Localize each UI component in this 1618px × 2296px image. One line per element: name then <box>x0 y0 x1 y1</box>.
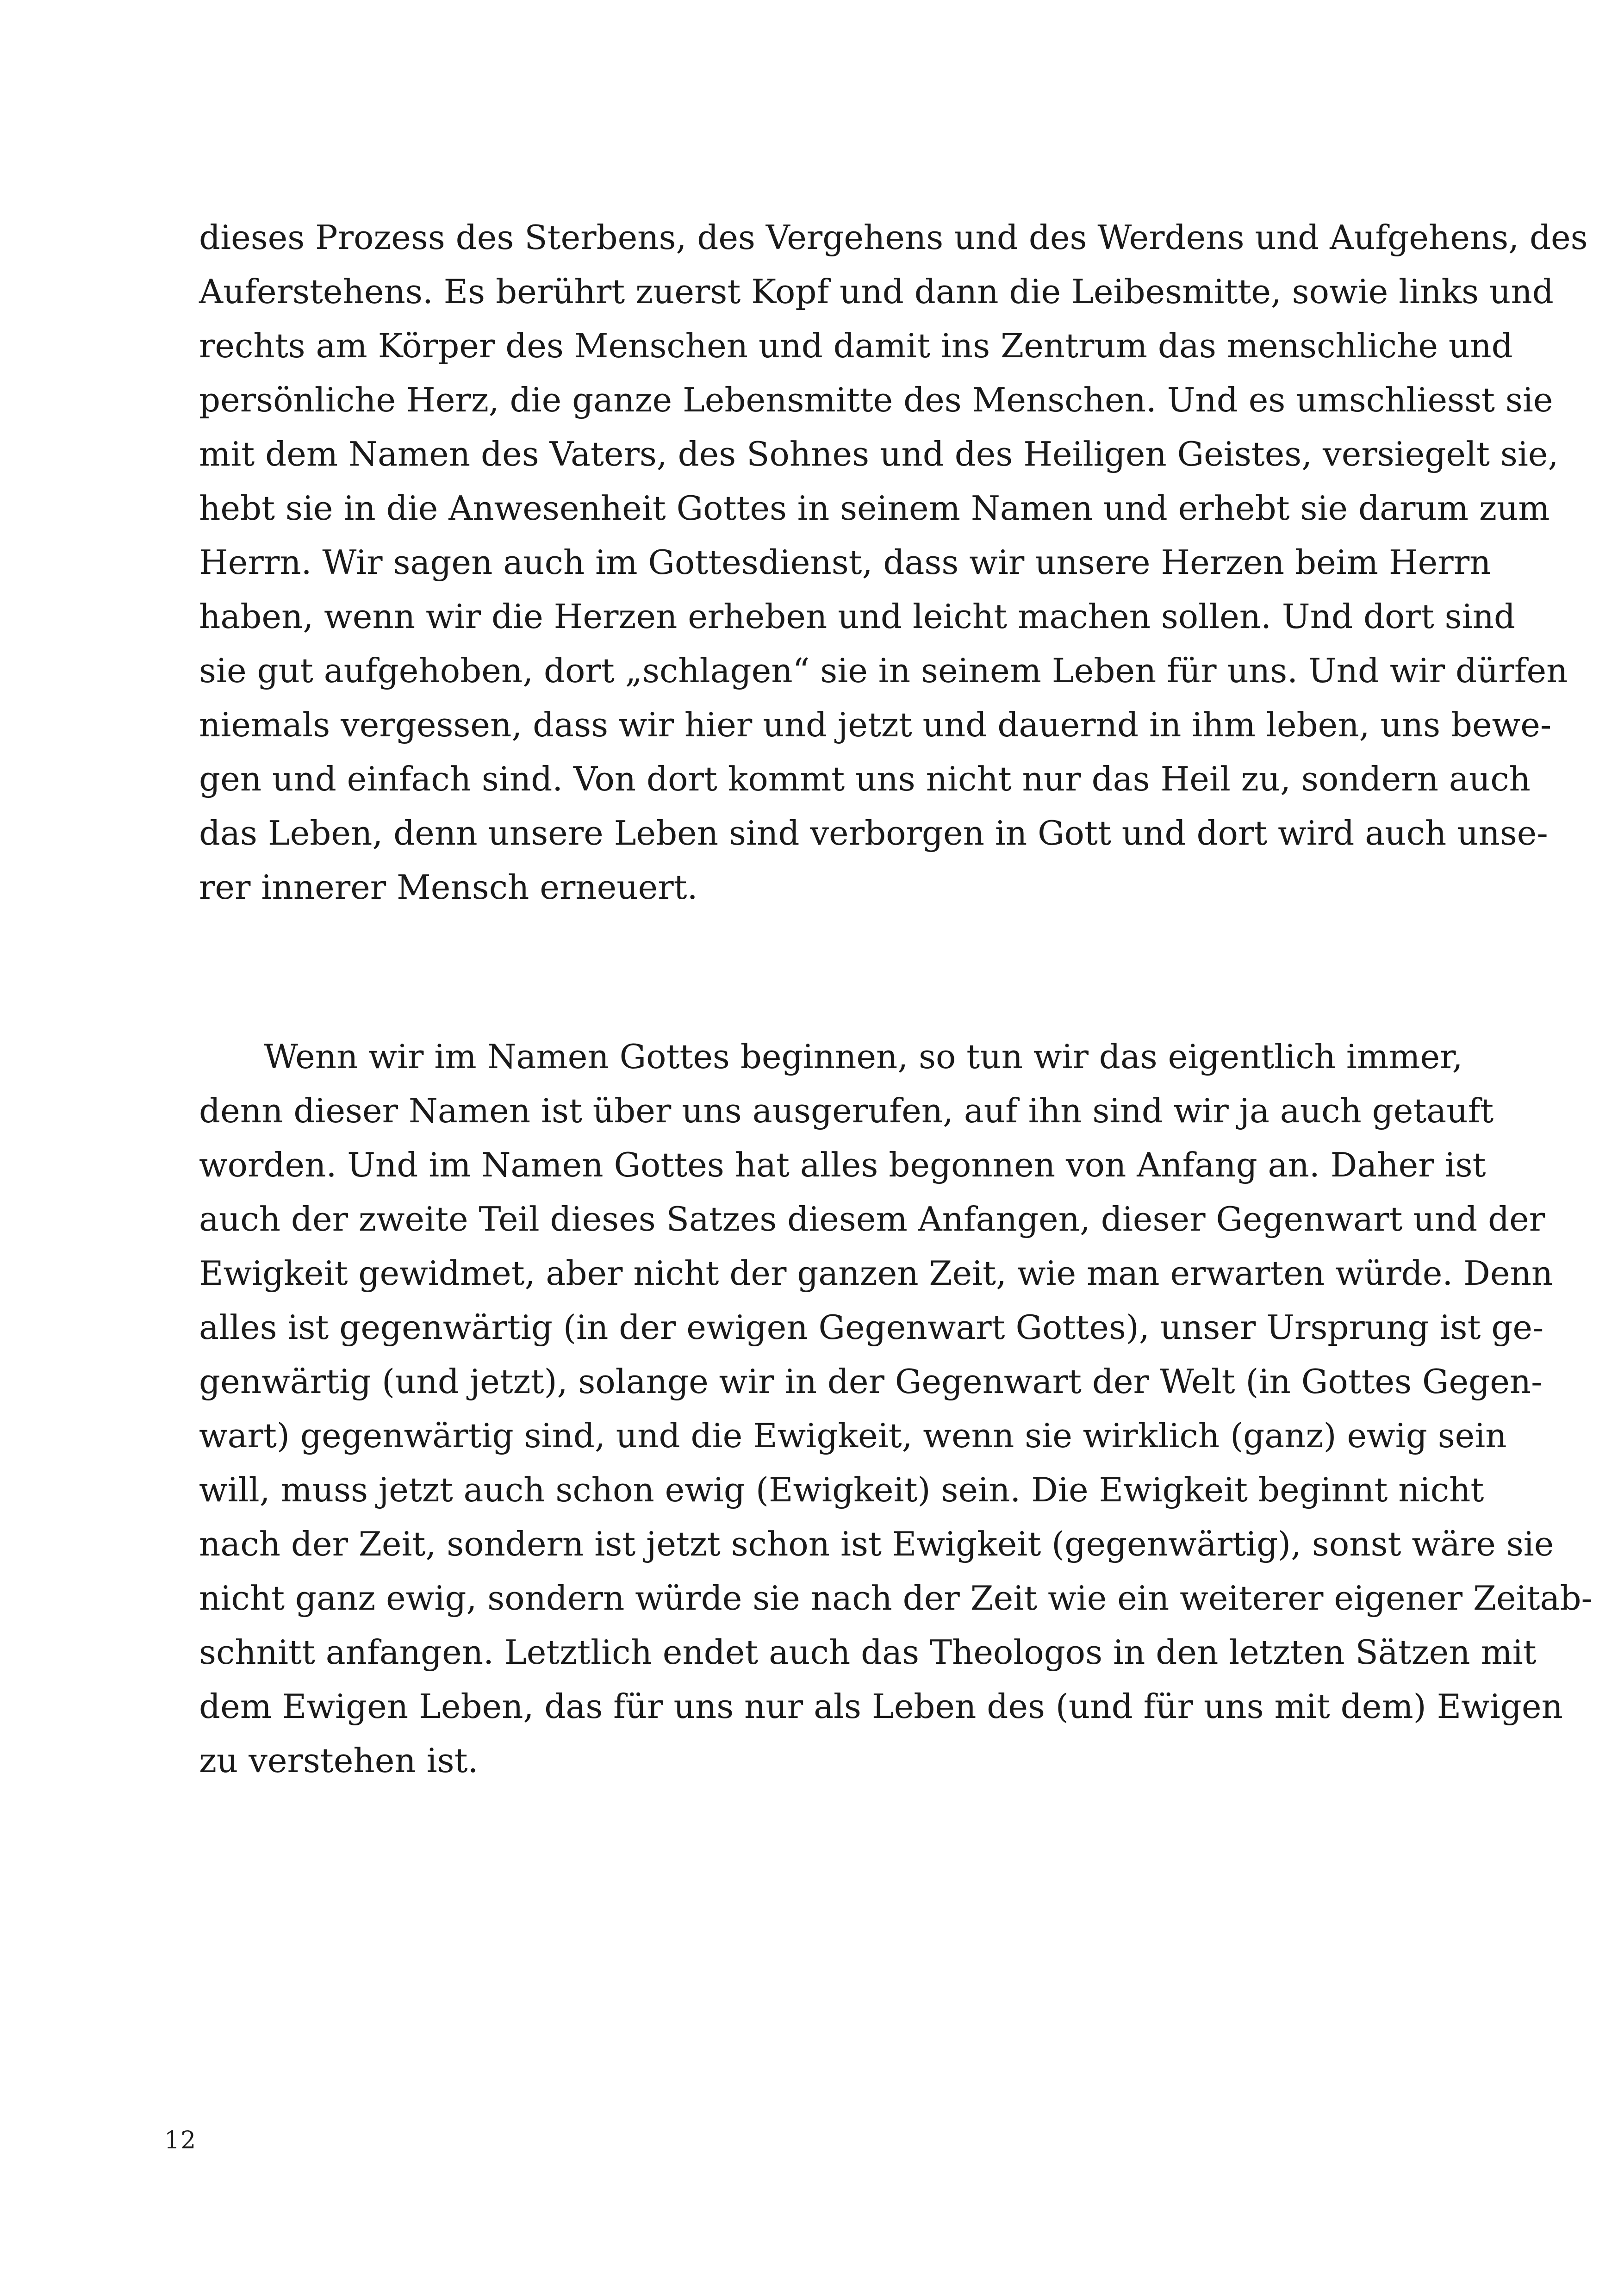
paragraph-line: persönliche Herz, die ganze Lebensmitte des Menschen. Und es umschliesst sie <box>199 380 1553 419</box>
paragraph-2 <box>199 1030 1593 1788</box>
paragraph-line: nach der Zeit, sondern ist jetzt schon ist Ewigkeit (gegenwärtig), sonst wäre sie <box>199 1524 1554 1563</box>
paragraph-line: schnitt anfangen. Letztlich endet auch das Theologos in den letzten Sätzen mit <box>199 1633 1537 1672</box>
paragraph-line: mit dem Namen des Vaters, des Sohnes und des Heiligen Geistes, versiegelt sie, <box>199 435 1559 473</box>
paragraph-line: sie gut aufgehoben, dort „schlagen“ sie in seinem Leben für uns. Und wir dürfen <box>199 651 1568 690</box>
paragraph-line: Ewigkeit gewidmet, aber nicht der ganzen Zeit, wie man erwarten würde. Denn <box>199 1254 1553 1293</box>
paragraph-line: denn dieser Namen ist über uns ausgerufen, auf ihn sind wir ja auch getauft <box>199 1091 1494 1130</box>
paragraph-line: gen und einfach sind. Von dort kommt uns nicht nur das Heil zu, sondern auch <box>199 759 1531 798</box>
paragraph-line: rechts am Körper des Menschen und damit ins Zentrum das menschliche und <box>199 326 1513 365</box>
paragraph-line: alles ist gegenwärtig (in der ewigen Gegenwart Gottes), unser Ursprung ist ge- <box>199 1308 1544 1347</box>
paragraph-line: dem Ewigen Leben, das für uns nur als Leben des (und für uns mit dem) Ewigen <box>199 1687 1563 1726</box>
paragraph-line: rer innerer Mensch erneuert. <box>199 868 698 907</box>
paragraph-1 <box>199 211 1588 915</box>
paragraph-line: nicht ganz ewig, sondern würde sie nach der Zeit wie ein weiterer eigener Zeitab- <box>199 1579 1593 1618</box>
paragraph-line: niemals vergessen, dass wir hier und jetzt und dauernd in ihm leben, uns bewe- <box>199 705 1552 744</box>
page-number: 12 <box>164 2127 197 2154</box>
paragraph-line: Herrn. Wir sagen auch im Gottesdienst, dass wir unsere Herzen beim Herrn <box>199 543 1491 582</box>
paragraph-line: wart) gegenwärtig sind, und die Ewigkeit, wenn sie wirklich (ganz) ewig sein <box>199 1416 1507 1455</box>
paragraph-line: Auferstehens. Es berührt zuerst Kopf und dann die Leibesmitte, sowie links und <box>199 272 1554 311</box>
paragraph-line: auch der zweite Teil dieses Satzes diesem Anfangen, dieser Gegenwart und der <box>199 1200 1545 1238</box>
paragraph-line: das Leben, denn unsere Leben sind verborgen in Gott und dort wird auch unse- <box>199 814 1548 852</box>
paragraph-line: hebt sie in die Anwesenheit Gottes in seinem Namen und erhebt sie darum zum <box>199 489 1550 528</box>
paragraph-line: will, muss jetzt auch schon ewig (Ewigkeit) sein. Die Ewigkeit beginnt nicht <box>199 1470 1484 1509</box>
paragraph-line: haben, wenn wir die Herzen erheben und leicht machen sollen. Und dort sind <box>199 597 1516 636</box>
paragraph-line: zu verstehen ist. <box>199 1741 479 1780</box>
paragraph-line: worden. Und im Namen Gottes hat alles begonnen von Anfang an. Daher ist <box>199 1145 1486 1184</box>
paragraph-line: genwärtig (und jetzt), solange wir in der Gegenwart der Welt (in Gottes Gegen- <box>199 1362 1543 1401</box>
paragraph-line: Wenn wir im Namen Gottes beginnen, so tun wir das eigentlich immer, <box>264 1037 1463 1076</box>
paragraph-line: dieses Prozess des Sterbens, des Vergehens und des Werdens und Aufgehens, des <box>199 218 1588 257</box>
